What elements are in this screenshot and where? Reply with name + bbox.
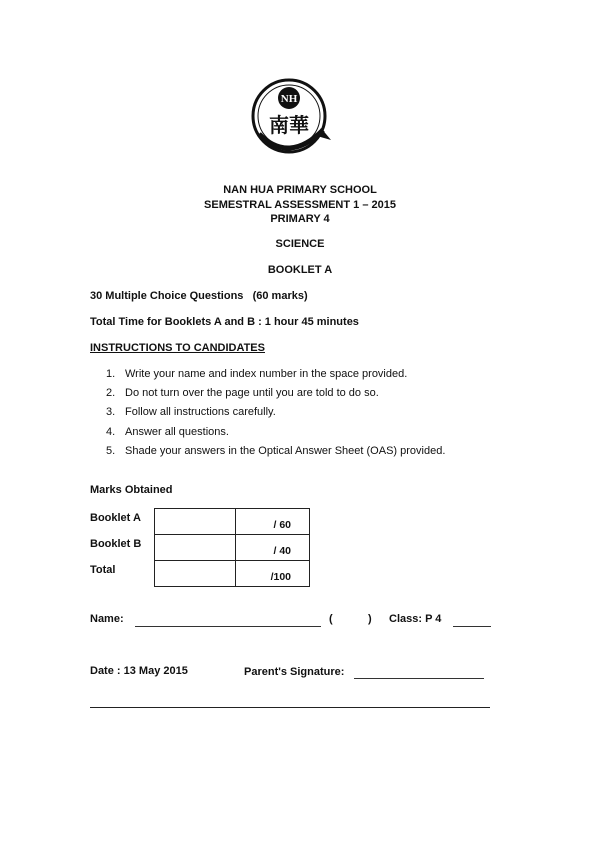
- marks-cell-total[interactable]: [155, 561, 236, 587]
- index-bracket-close: ): [368, 613, 372, 625]
- row-label-booklet-b: Booklet B: [90, 538, 142, 550]
- index-bracket-open: (: [329, 613, 333, 625]
- assessment-title: SEMESTRAL ASSESSMENT 1 – 2015: [204, 199, 396, 211]
- instruction-item: 5. Shade your answers in the Optical Answer Sheet (OAS) provided.: [106, 445, 446, 457]
- marks-cell-booklet-a[interactable]: [155, 509, 236, 535]
- instruction-item: 2. Do not turn over the page until you are told to do so.: [106, 387, 379, 399]
- name-line[interactable]: [135, 626, 321, 627]
- time-info: Total Time for Booklets A and B : 1 hour 45 minutes: [90, 316, 359, 328]
- signature-line[interactable]: [354, 678, 484, 679]
- subject-title: SCIENCE: [275, 238, 325, 250]
- level-title: PRIMARY 4: [270, 213, 330, 225]
- questions-info: [90, 290, 308, 302]
- marks-total-booklet-b: / 40: [236, 535, 310, 561]
- table-row: [155, 561, 310, 587]
- school-logo: [247, 78, 335, 158]
- table-row: [155, 535, 310, 561]
- marks-total-booklet-a: / 60: [236, 509, 310, 535]
- marks-table: [154, 508, 310, 587]
- instruction-item: 1. Write your name and index number in the space provided.: [106, 368, 408, 380]
- signature-label: Parent's Signature:: [244, 666, 345, 678]
- instruction-item: 3. Follow all instructions carefully.: [106, 406, 276, 418]
- date-text: Date : 13 May 2015: [90, 665, 188, 677]
- name-label: Name:: [90, 613, 124, 625]
- row-label-total: Total: [90, 564, 116, 576]
- class-label: Class: P 4: [389, 613, 442, 625]
- instructions-heading: INSTRUCTIONS TO CANDIDATES: [90, 342, 265, 354]
- questions-marks: (60 marks): [252, 290, 308, 302]
- bottom-rule: [90, 707, 490, 708]
- school-name: NAN HUA PRIMARY SCHOOL: [223, 184, 377, 196]
- table-row: [155, 509, 310, 535]
- marks-obtained-heading: Marks Obtained: [90, 484, 173, 496]
- booklet-title: BOOKLET A: [267, 264, 333, 276]
- instruction-item: 4. Answer all questions.: [106, 426, 229, 438]
- row-label-booklet-a: Booklet A: [90, 512, 141, 524]
- marks-cell-booklet-b[interactable]: [155, 535, 236, 561]
- logo-chinese-text: 南華: [269, 113, 309, 137]
- class-line[interactable]: [453, 626, 491, 627]
- questions-count: 30 Multiple Choice Questions: [90, 290, 244, 302]
- marks-total-total: /100: [236, 561, 310, 587]
- logo-monogram: NH: [280, 93, 298, 105]
